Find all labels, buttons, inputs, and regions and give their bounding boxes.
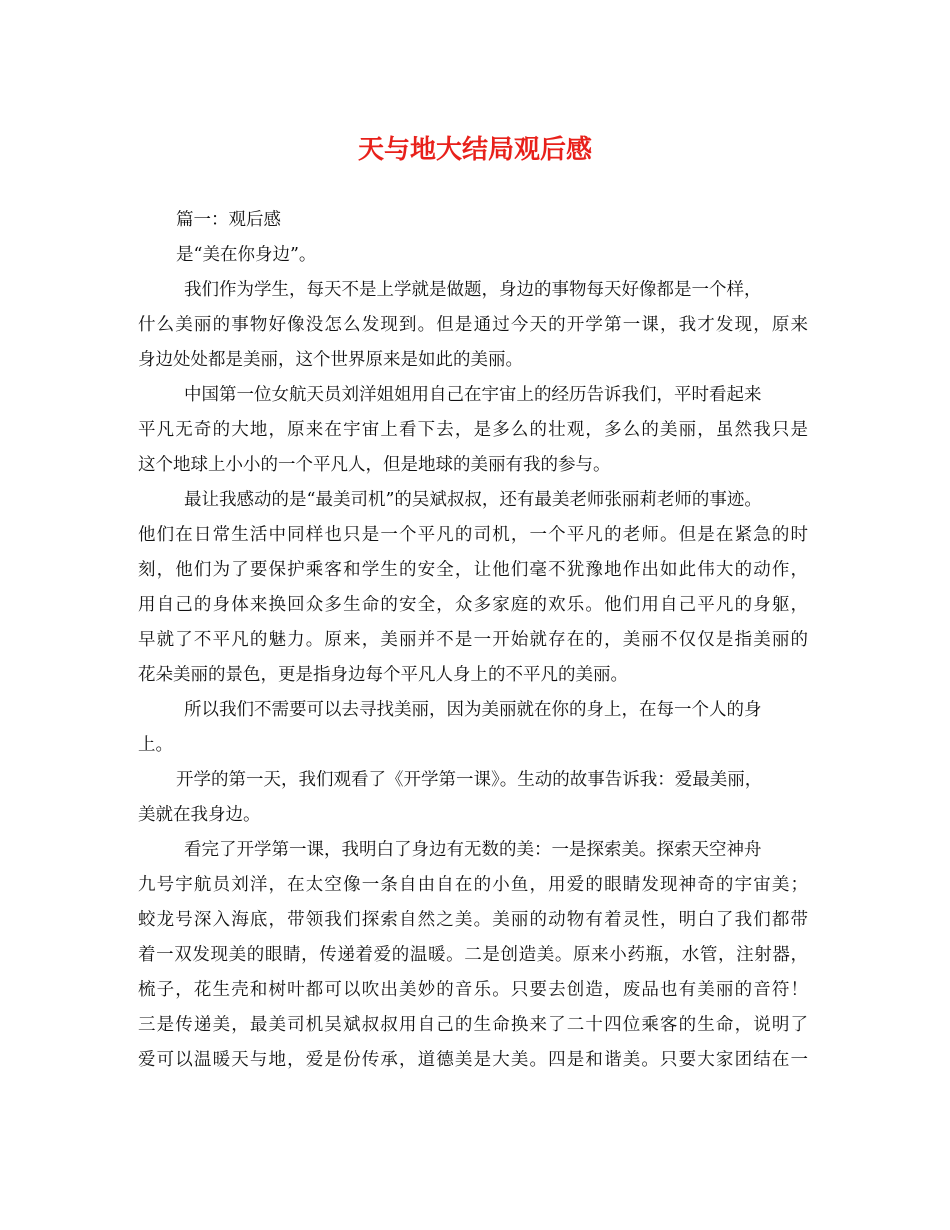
paragraph-line: 蛟龙号深入海底，带领我们探索自然之美。美丽的动物有着灵性，明白了我们都带 [138, 910, 808, 930]
paragraph-line: 这个地球上小小的一个平凡人，但是地球的美丽有我的参与。 [138, 455, 611, 475]
paragraph-line: 是“美在你身边”。 [176, 245, 317, 265]
paragraph-line: 身边处处都是美丽，这个世界原来是如此的美丽。 [138, 350, 523, 370]
paragraph-line: 上。 [138, 735, 173, 755]
paragraph-line: 最让我感动的是“最美司机”的吴斌叔叔，还有最美老师张丽莉老师的事迹。 [184, 490, 762, 510]
paragraph-line: 早就了不平凡的魅力。原来，美丽并不是一开始就存在的，美丽不仅仅是指美丽的 [138, 630, 808, 650]
paragraph-line: 梳子，花生壳和树叶都可以吹出美妙的音乐。只要去创造，废品也有美丽的音符！ [138, 980, 808, 1000]
paragraph-line: 三是传递美，最美司机吴斌叔叔用自己的生命换来了二十四位乘客的生命，说明了 [138, 1015, 808, 1035]
paragraph-line: 美就在我身边。 [138, 805, 261, 825]
paragraph-line: 九号宇航员刘洋，在太空像一条自由自在的小鱼，用爱的眼睛发现神奇的宇宙美； [138, 875, 808, 895]
paragraph-line: 着一双发现美的眼睛，传递着爱的温暖。二是创造美。原来小药瓶，水管，注射器， [138, 945, 808, 965]
paragraph-line: 我们作为学生，每天不是上学就是做题，身边的事物每天好像都是一个样， [184, 280, 762, 300]
paragraph-line: 花朵美丽的景色，更是指身边每个平凡人身上的不平凡的美丽。 [138, 665, 628, 685]
paragraph-line: 平凡无奇的大地，原来在宇宙上看下去，是多么的壮观，多么的美丽，虽然我只是 [138, 420, 808, 440]
paragraph-line: 所以我们不需要可以去寻找美丽，因为美丽就在你的身上，在每一个人的身 [184, 700, 762, 720]
paragraph-line: 什么美丽的事物好像没怎么发现到。但是通过今天的开学第一课，我才发现，原来 [138, 315, 808, 335]
paragraph-line: 他们在日常生活中同样也只是一个平凡的司机，一个平凡的老师。但是在紧急的时 [138, 525, 808, 545]
paragraph-line: 刻，他们为了要保护乘客和学生的安全，让他们毫不犹豫地作出如此伟大的动作， [138, 560, 808, 580]
section-heading: 篇一：观后感 [176, 210, 281, 230]
paragraph-line: 用自己的身体来换回众多生命的安全，众多家庭的欢乐。他们用自己平凡的身躯， [138, 595, 808, 615]
document-title: 天与地大结局观后感 [357, 135, 592, 165]
paragraph-line: 看完了开学第一课，我明白了身边有无数的美：一是探索美。探索天空神舟 [184, 840, 762, 860]
paragraph-line: 爱可以温暖天与地，爱是份传承，道德美是大美。四是和谐美。只要大家团结在一 [138, 1050, 808, 1070]
paragraph-line: 中国第一位女航天员刘洋姐姐用自己在宇宙上的经历告诉我们，平时看起来 [184, 385, 762, 405]
paragraph-line: 开学的第一天，我们观看了《开学第一课》。生动的故事告诉我：爱最美丽， [176, 770, 763, 790]
